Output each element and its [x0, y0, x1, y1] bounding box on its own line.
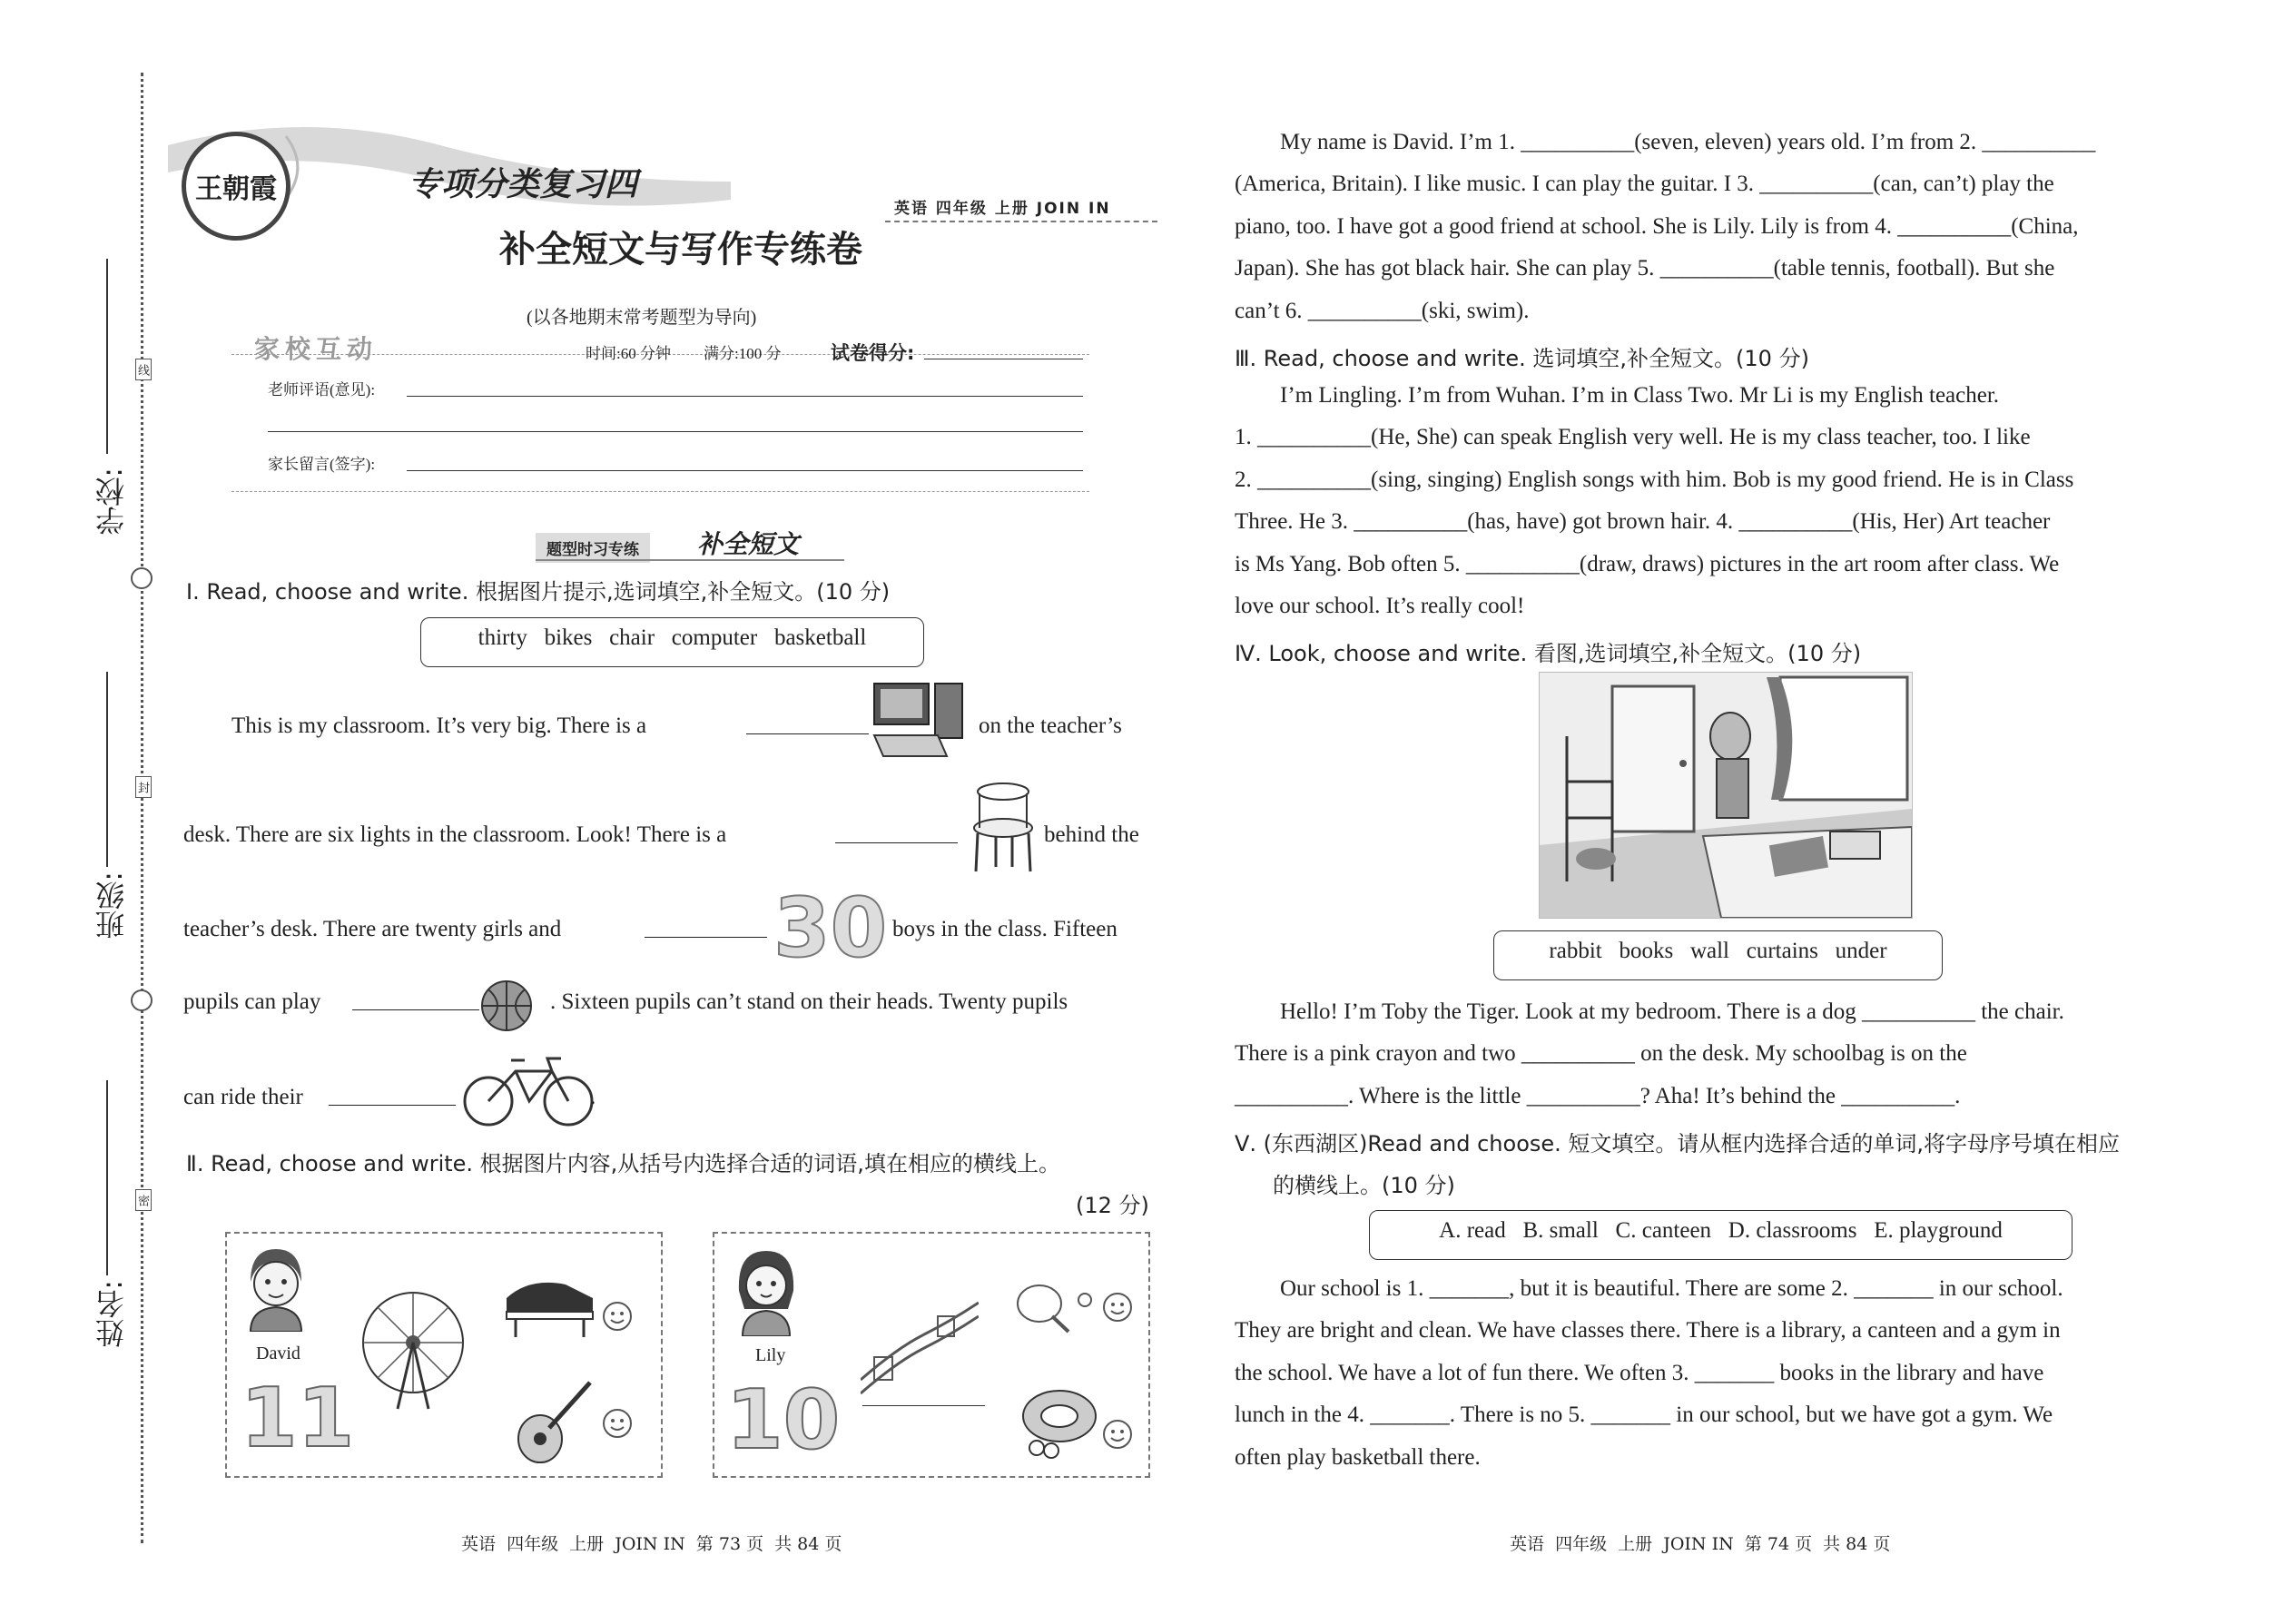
q3-line-4: Three. He 3. __________(has, have) got brown hair. 4. __________(His, Her) Art teacher [1235, 509, 2051, 534]
smiley-icon-2 [601, 1407, 634, 1440]
smiley-icon-4 [1101, 1418, 1134, 1451]
q1-line3a: teacher’s desk. There are twenty girls and [183, 917, 562, 941]
name-field[interactable] [106, 1080, 108, 1275]
q1-line3b: boys in the class. Fifteen [892, 917, 1117, 941]
david-label: David [256, 1343, 300, 1363]
full-score-label: 满分:100 分 [704, 345, 782, 362]
guitar-icon [513, 1375, 599, 1466]
q1-blank-5[interactable] [329, 1083, 456, 1106]
q5-line-4: lunch in the 4. _______. There is no 5. _______ in our school, but we have got a gym. We [1235, 1403, 2053, 1427]
q3-line-3: 2. __________(sing, singing) English songs with him. Bob is my good friend. He is in Class [1235, 468, 2074, 492]
q1-heading: Ⅰ. Read, choose and write. 根据图片提示,选词填空,补全短文。(10 分) [186, 579, 891, 605]
teacher-comment-field[interactable] [407, 396, 1083, 397]
time-label: 时间:60 分钟 [586, 345, 671, 362]
footer-right: 英语 四年级 上册 JOIN IN 第 74 页 共 84 页 [1510, 1534, 1891, 1554]
paper-title: 补全短文与写作专练卷 [499, 228, 862, 271]
parent-comment-field[interactable] [407, 470, 1083, 471]
lily-age: 10 [726, 1373, 841, 1468]
smiley-icon-1 [601, 1300, 634, 1333]
q5-line-3: the school. We have a lot of fun there. We often 3. _______ books in the library and have [1235, 1361, 2044, 1385]
bedroom-picture [1539, 672, 1913, 919]
q2-points: (12 分) [1076, 1193, 1149, 1218]
subtitle: (以各地期末常考题型为导向) [527, 308, 757, 328]
class-label: 班级: [94, 871, 129, 940]
q5-words: A. read B. small C. canteen D. classrooms E. playground [1439, 1218, 2003, 1243]
publisher-logo: 王朝霞 [182, 132, 290, 241]
smiley-icon-3 [1101, 1291, 1134, 1324]
q1-words: thirty bikes chair computer basketball [478, 625, 867, 650]
q1-word-box [420, 617, 924, 667]
piano-icon [502, 1275, 597, 1339]
school-field[interactable] [106, 259, 108, 454]
home-school-label: 家校互动 [254, 334, 379, 364]
lily-country-line [862, 1405, 985, 1406]
q1-line5b: . [590, 1085, 596, 1109]
lily-label: Lily [755, 1345, 786, 1365]
q5-line-5: often play basketball there. [1235, 1445, 1481, 1470]
teacher-comment-field-2[interactable] [268, 431, 1083, 432]
score-label: 试卷得分: [831, 342, 915, 364]
basketball-icon [479, 979, 534, 1033]
swim-ring-icon [1019, 1380, 1100, 1462]
chair-icon [967, 781, 1039, 876]
parent-comment-label: 家长留言(签字): [268, 456, 376, 473]
q3-line-1: I’m Lingling. I’m from Wuhan. I’m in Class Two. Mr Li is my English teacher. [1280, 383, 2000, 408]
q4-words: rabbit books wall curtains under [1549, 939, 1887, 963]
seal-tick-1: 线 [135, 359, 152, 380]
section-title: 补全短文 [697, 529, 800, 559]
q1-line4b: . Sixteen pupils can’t stand on their heads. Twenty pupils [550, 989, 1068, 1014]
q2-text-line-4: Japan). She has got black hair. She can play 5. __________(table tennis, football). But she [1235, 256, 2055, 281]
bedroom-scene-icon [1540, 673, 1912, 918]
name-label: 姓名: [94, 1280, 129, 1348]
q1-line5a: can ride their [183, 1085, 303, 1109]
q1-line1b: on the teacher’s [979, 714, 1122, 738]
q2-heading: Ⅱ. Read, choose and write. 根据图片内容,从括号内选择合适的词语,填在相应的横线上。 [186, 1151, 1060, 1176]
seal-tick-3: 密 [135, 1189, 152, 1211]
q1-blank-4[interactable] [352, 988, 479, 1010]
binding-dotted-line [141, 73, 143, 1543]
q4-line-2: There is a pink crayon and two __________ on the desk. My schoolbag is on the [1235, 1041, 1967, 1066]
binding-hole-2 [131, 989, 153, 1011]
david-age: 11 [241, 1371, 355, 1466]
q2-text-line-1: My name is David. I’m 1. __________(seven, eleven) years old. I’m from 2. __________ [1280, 130, 2096, 154]
q3-line-6: love our school. It’s really cool! [1235, 594, 1525, 618]
q5-heading: Ⅴ. (东西湖区)Read and choose. 短文填空。请从框内选择合适的单词,将字母序号填在相应 [1235, 1131, 2121, 1156]
q4-line-1: Hello! I’m Toby the Tiger. Look at my bedroom. There is a dog __________ the chair. [1280, 999, 2064, 1024]
great-wall-icon [861, 1294, 979, 1403]
q1-line2b: behind the [1044, 822, 1139, 847]
class-field[interactable] [106, 672, 108, 867]
q4-heading: Ⅳ. Look, choose and write. 看图,选词填空,补全短文。(10 分) [1235, 641, 1862, 666]
q4-line-3: __________. Where is the little __________? Aha! It’s behind the __________. [1235, 1084, 1961, 1108]
q2-text-line-5: can’t 6. __________(ski, swim). [1235, 299, 1530, 323]
q5-heading-2: 的横线上。(10 分) [1273, 1173, 1455, 1198]
q5-word-box [1369, 1210, 2072, 1260]
q2-text-line-3: piano, too. I have got a good friend at school. She is Lily. Lily is from 4. __________(China, [1235, 214, 2079, 239]
thirty-number-image: 30 [773, 881, 888, 976]
tag-underline [885, 221, 1157, 222]
q1-blank-3[interactable] [645, 915, 767, 938]
q2-text-line-2: (America, Britain). I like music. I can play the guitar. I 3. __________(can, can’t) play the [1235, 172, 2054, 196]
q3-heading: Ⅲ. Read, choose and write. 选词填空,补全短文。(10 分) [1235, 346, 1809, 371]
school-label: 学校: [94, 468, 129, 536]
q5-line-2: They are bright and clean. We have classes there. There is a library, a canteen and a gym in [1235, 1318, 2061, 1343]
david-portrait-icon [243, 1245, 309, 1332]
bike-icon [461, 1051, 596, 1128]
q1-line2a: desk. There are six lights in the classroom. Look! There is a [183, 822, 727, 847]
q1-blank-2[interactable] [835, 821, 958, 843]
teacher-comment-label: 老师评语(意见): [268, 381, 376, 399]
q1-line4a: pupils can play [183, 989, 321, 1014]
q4-word-box [1493, 930, 1943, 980]
q1-blank-1[interactable] [746, 712, 869, 734]
table-tennis-icon [1012, 1282, 1103, 1336]
lily-portrait-icon [733, 1245, 799, 1336]
section-underline [536, 559, 844, 561]
q3-line-2: 1. __________(He, She) can speak English very well. He is my class teacher, too. I like [1235, 425, 2031, 449]
seal-tick-2: 封 [135, 776, 152, 798]
q5-line-1: Our school is 1. _______, but it is beautiful. There are some 2. _______ in our school. [1280, 1276, 2063, 1301]
series-title: 专项分类复习四 [409, 166, 638, 203]
q1-line1a: This is my classroom. It’s very big. There is a [231, 714, 647, 738]
q3-line-5: is Ms Yang. Bob often 5. __________(draw, draws) pictures in the art room after class. We [1235, 552, 2060, 576]
binding-hole-1 [131, 567, 153, 589]
footer-left: 英语 四年级 上册 JOIN IN 第 73 页 共 84 页 [461, 1534, 842, 1554]
section-tag: 题型时习专练 [536, 533, 650, 563]
computer-icon [870, 679, 970, 765]
ferris-wheel-icon [352, 1282, 475, 1413]
book-tag: 英语 四年级 上册 JOIN IN [894, 200, 1111, 218]
